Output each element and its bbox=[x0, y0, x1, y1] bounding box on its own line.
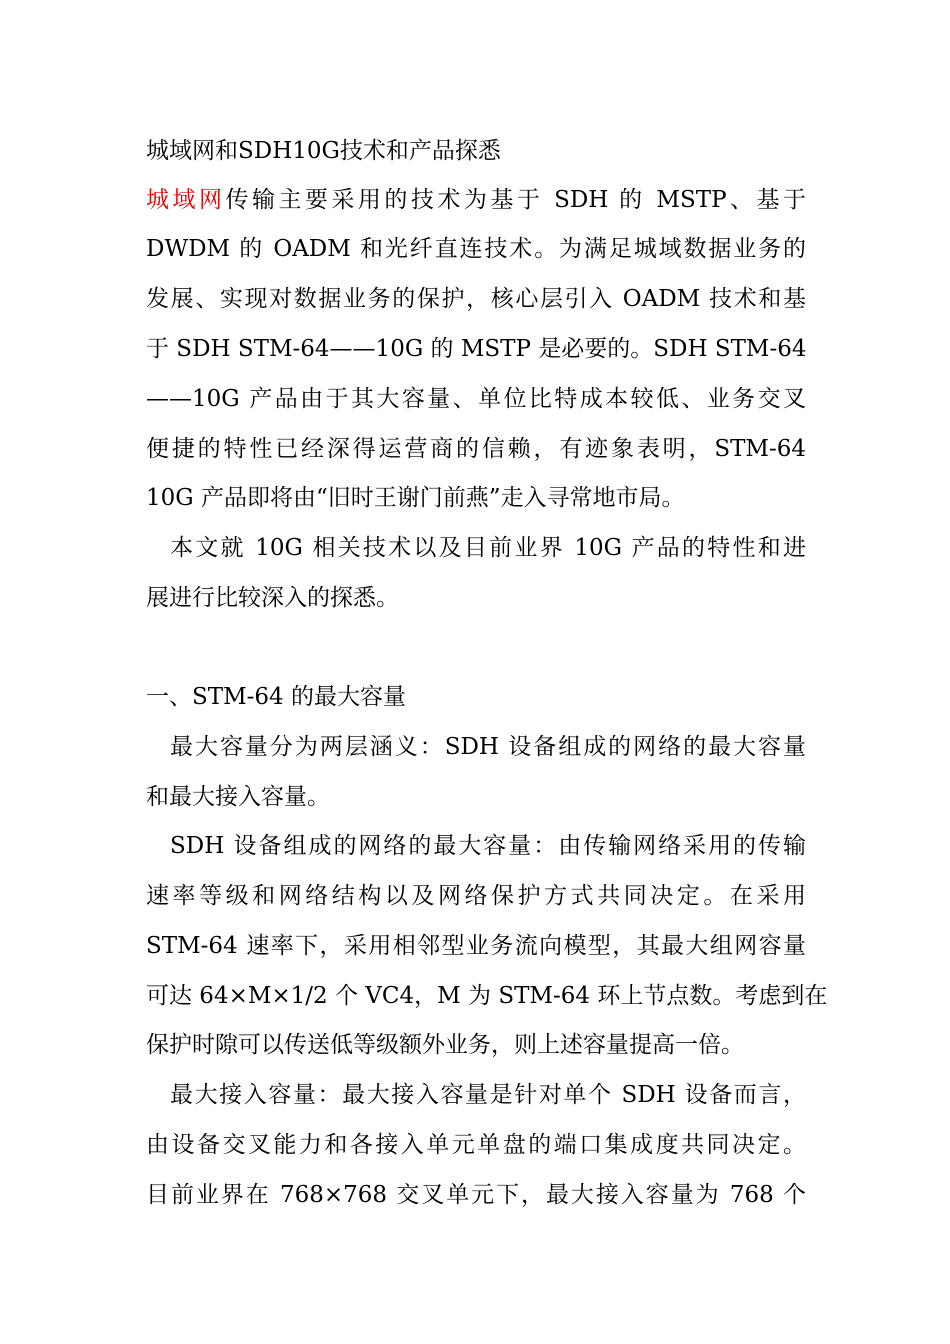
para2-line-1: 本文就 10G 相关技术以及目前业界 10G 产品的特性和进 bbox=[170, 535, 806, 561]
highlight-term: 城域网 bbox=[146, 187, 226, 213]
para2-line-2: 展进行比较深入的探悉。 bbox=[146, 585, 399, 611]
s1-p3-line-2: 由设备交叉能力和各接入单元单盘的端口集成度共同决定。 bbox=[146, 1132, 806, 1158]
intro-line-5: ——10G 产品由于其大容量、单位比特成本较低、业务交叉 bbox=[146, 386, 806, 412]
s1-p2-line-5: 保护时隙可以传送低等级额外业务，则上述容量提高一倍。 bbox=[146, 1032, 744, 1058]
s1-p3-line-1: 最大接入容量：最大接入容量是针对单个 SDH 设备而言， bbox=[170, 1082, 806, 1108]
intro-line-1 bbox=[146, 185, 806, 215]
s1-p1-line-1: 最大容量分为两层涵义：SDH 设备组成的网络的最大容量 bbox=[170, 734, 806, 760]
document-title: 城域网和SDH10G技术和产品探悉 bbox=[146, 138, 501, 164]
intro-line-2: DWDM 的 OADM 和光纤直连技术。为满足城域数据业务的 bbox=[146, 236, 806, 262]
s1-p3-line-3: 目前业界在 768×768 交叉单元下，最大接入容量为 768 个 bbox=[146, 1182, 806, 1208]
intro-line-7: 10G 产品即将由“旧时王谢门前燕”走入寻常地市局。 bbox=[146, 485, 685, 511]
s1-p2-line-1: SDH 设备组成的网络的最大容量：由传输网络采用的传输 bbox=[170, 833, 806, 859]
intro-line-6: 便捷的特性已经深得运营商的信赖，有迹象表明，STM-64 bbox=[146, 436, 806, 462]
intro-line-3: 发展、实现对数据业务的保护，核心层引入 OADM 技术和基 bbox=[146, 286, 806, 312]
s1-p2-line-3: STM-64 速率下，采用相邻型业务流向模型，其最大组网容量 bbox=[146, 933, 806, 959]
s1-p2-line-2: 速率等级和网络结构以及网络保护方式共同决定。在采用 bbox=[146, 883, 806, 909]
section1-heading: 一、STM-64 的最大容量 bbox=[146, 684, 406, 710]
intro-line-1-text: 传输主要采用的技术为基于 SDH 的 MSTP、基于 bbox=[225, 187, 807, 213]
s1-p2-line-4: 可达 64×M×1/2 个 VC4，M 为 STM-64 环上节点数。考虑到在 bbox=[146, 983, 828, 1009]
intro-line-4: 于 SDH STM-64——10G 的 MSTP 是必要的。SDH STM-64 bbox=[146, 336, 807, 362]
s1-p1-line-2: 和最大接入容量。 bbox=[146, 784, 330, 810]
